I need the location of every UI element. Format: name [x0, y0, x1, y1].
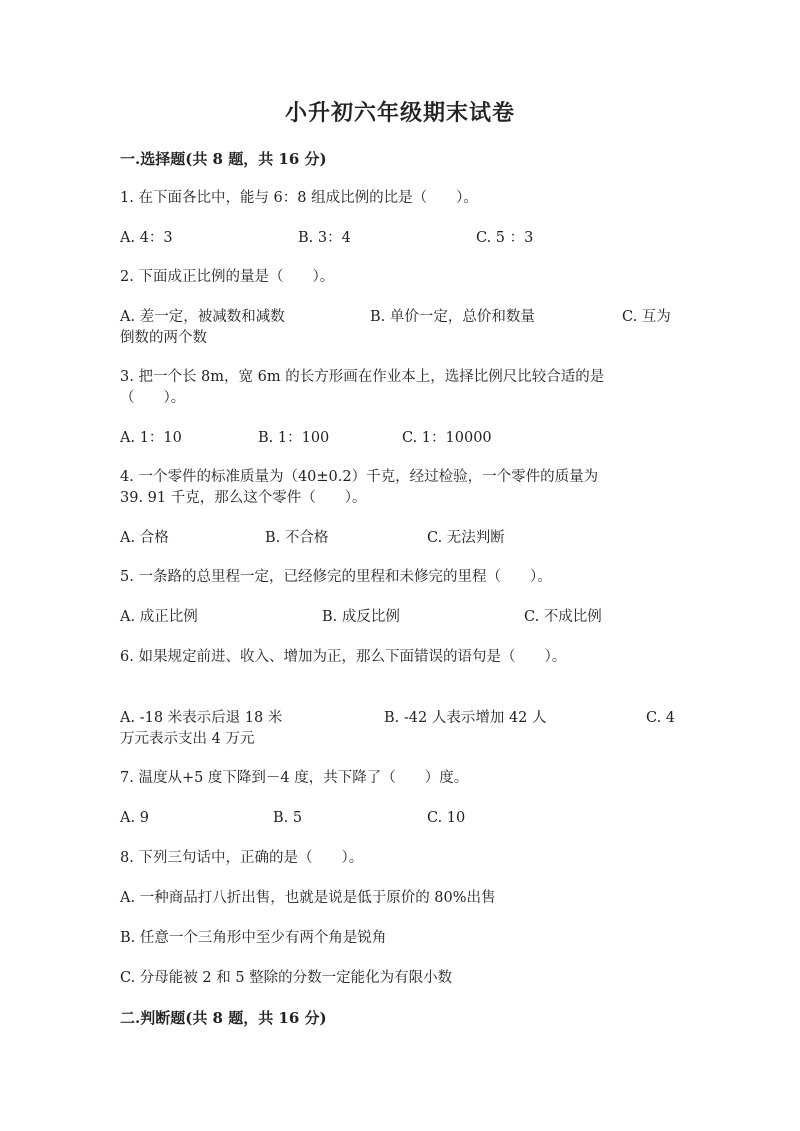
- question-6-option-b: B. -42 人表示增加 42 人: [384, 710, 547, 726]
- question-2-option-c: C. 互为: [622, 309, 671, 325]
- question-2-option-c-continued: 倒数的两个数: [120, 330, 207, 346]
- question-2-option-b: B. 单价一定，总价和数量: [370, 309, 535, 325]
- question-6-option-c-continued: 万元表示支出 4 万元: [120, 731, 255, 747]
- question-4-stem-continued: 39. 91 千克，那么这个零件（ ）。: [120, 490, 367, 506]
- question-4-option-b: B. 不合格: [265, 530, 329, 546]
- question-2-stem: 2. 下面成正比例的量是（ ）。: [120, 269, 335, 285]
- question-3-option-a: A. 1：10: [120, 430, 182, 446]
- question-3-option-b: B. 1：100: [258, 430, 330, 446]
- question-4-option-c: C. 无法判断: [427, 530, 505, 546]
- question-5-option-c: C. 不成比例: [524, 609, 602, 625]
- question-8-option-a: A. 一种商品打八折出售，也就是说是低于原价的 80%出售: [120, 890, 496, 906]
- question-8-stem: 8. 下列三句话中，正确的是（ ）。: [120, 850, 364, 866]
- question-3-stem-continued: （ ）。: [120, 390, 186, 406]
- question-7-option-b: B. 5: [273, 810, 303, 826]
- page-title: 小升初六年级期末试卷: [284, 100, 515, 126]
- question-1-stem: 1. 在下面各比中，能与 6：8 组成比例的比是（ ）。: [120, 190, 478, 206]
- question-1-option-b: B. 3：4: [298, 230, 351, 246]
- question-7-option-a: A. 9: [120, 810, 149, 826]
- question-7-stem: 7. 温度从+5 度下降到－4 度，共下降了（ ）度。: [120, 770, 469, 786]
- question-3-option-c: C. 1：10000: [402, 430, 492, 446]
- question-5-option-a: A. 成正比例: [120, 609, 198, 625]
- question-3-stem: 3. 把一个长 8m，宽 6m 的长方形画在作业本上，选择比例尺比较合适的是: [120, 369, 605, 385]
- question-8-option-c: C. 分母能被 2 和 5 整除的分数一定能化为有限小数: [120, 970, 453, 986]
- question-5-option-b: B. 成反比例: [322, 609, 400, 625]
- question-1-option-c: C. 5 ：3: [476, 230, 534, 246]
- question-6-option-c: C. 4: [646, 710, 676, 726]
- question-8-option-b: B. 任意一个三角形中至少有两个角是锐角: [120, 930, 387, 946]
- question-1-option-a: A. 4：3: [120, 230, 173, 246]
- section-heading-judgement: 二.判断题(共 8 题，共 16 分): [120, 1009, 327, 1027]
- question-2-option-a: A. 差一定，被减数和减数: [120, 309, 285, 325]
- question-6-option-a: A. -18 米表示后退 18 米: [120, 710, 283, 726]
- question-4-stem: 4. 一个零件的标准质量为（40±0.2）千克，经过检验，一个零件的质量为: [120, 469, 599, 485]
- question-4-option-a: A. 合格: [120, 530, 169, 546]
- section-heading-choice: 一.选择题(共 8 题，共 16 分): [120, 150, 327, 168]
- question-7-option-c: C. 10: [427, 810, 466, 826]
- question-6-stem: 6. 如果规定前进、收入、增加为正，那么下面错误的语句是（ ）。: [120, 649, 567, 665]
- question-5-stem: 5. 一条路的总里程一定，已经修完的里程和未修完的里程（ ）。: [120, 569, 552, 585]
